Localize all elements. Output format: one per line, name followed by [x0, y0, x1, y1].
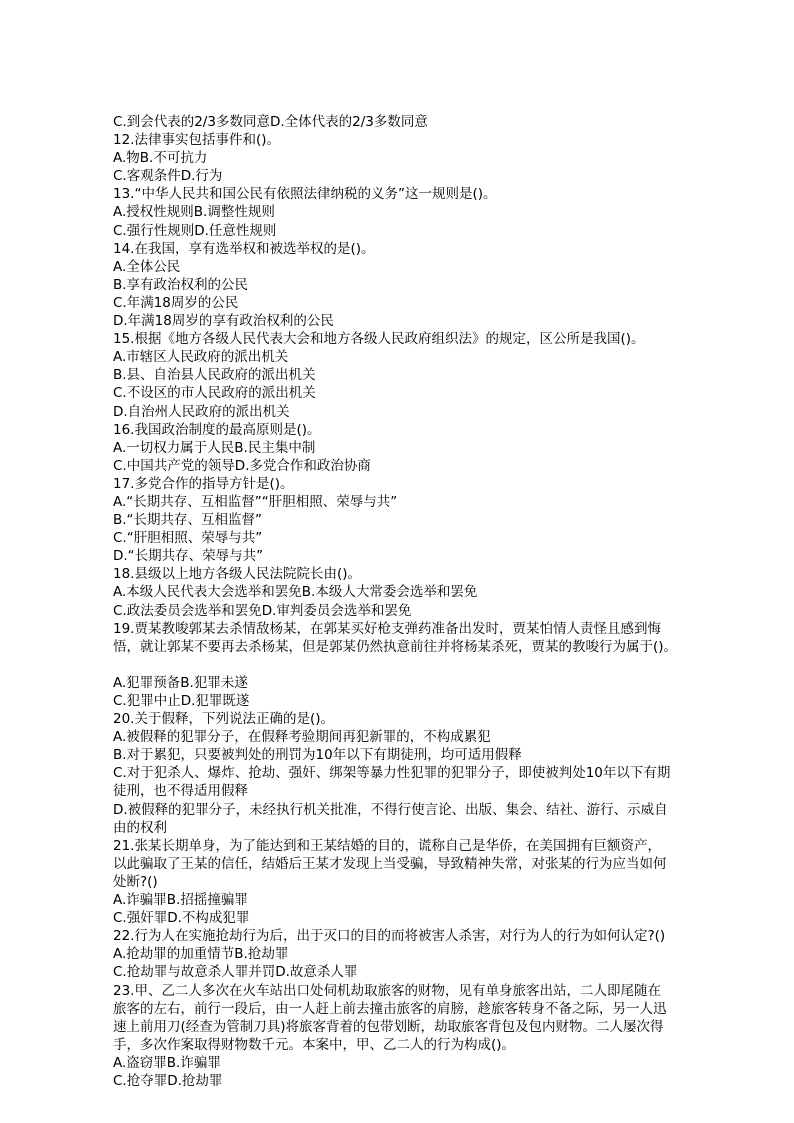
text-line: A.被假释的犯罪分子，在假释考验期间再犯新罪的，不构成累犯 — [113, 729, 491, 746]
text-line: 徒刑，也不得适用假释 — [113, 783, 248, 800]
text-line: C.抢夺罪D.抢劫罪 — [113, 1072, 223, 1089]
text-line — [113, 656, 693, 674]
text-line: B.享有政治权利的公民 — [113, 276, 249, 293]
text-line: C.到会代表的2/3多数同意D.全体代表的2/3多数同意 — [113, 114, 428, 130]
text-line: C.对于犯杀人、爆炸、抢劫、强奸、绑架等暴力性犯罪的犯罪分子，即使被判处10年以下有期 — [113, 765, 671, 782]
text-line: D.“长期共存、荣辱与共” — [113, 548, 264, 565]
text-line: C.中国共产党的领导D.多党合作和政治协商 — [113, 457, 371, 474]
text-line: C.政法委员会选举和罢免D.审判委员会选举和罢免 — [113, 602, 412, 619]
text-line: D.自治州人民政府的派出机关 — [113, 403, 290, 420]
text-line: A.市辖区人民政府的派出机关 — [113, 349, 289, 366]
text-line: A.本级人民代表大会选举和罢免B.本级人大常委会选举和罢免 — [113, 584, 478, 601]
text-line: A.授权性规则B.调整性规则 — [113, 204, 275, 221]
text-line: 13.“中华人民共和国公民有依照法律纳税的义务”这一规则是()。 — [113, 186, 497, 203]
text-line: 处断?() — [113, 873, 158, 890]
text-line: 19.贾某教唆郭某去杀情敌杨某，在郭某买好枪支弹药准备出发时，贾某怕情人责怪且感到悔 — [113, 620, 661, 637]
text-line: A.犯罪预备B.犯罪未遂 — [113, 674, 248, 691]
text-line: A.“长期共存、互相监督”“肝胆相照、荣辱与共” — [113, 493, 398, 510]
text-line: C.不设区的市人民政府的派出机关 — [113, 385, 316, 402]
text-line: A.一切权力属于人民B.民主集中制 — [113, 439, 316, 456]
text-line: 12.法律事实包括事件和()。 — [113, 132, 281, 149]
text-line: 悟，就让郭某不要再去杀杨某，但是郭某仍然执意前往并将杨某杀死，贾某的教唆行为属于()。 — [113, 638, 678, 655]
document-body — [113, 113, 693, 1090]
text-line: B.对于累犯，只要被判处的刑罚为10年以下有期徒刑，均可适用假释 — [113, 747, 522, 764]
text-line: 23.甲、乙二人多次在火车站出口处伺机劫取旅客的财物，见有单身旅客出站，二人即尾随在 — [113, 982, 661, 999]
text-line: 旅客的左右，前行一段后，由一人赶上前去撞击旅客的肩膀，趁旅客转身不备之际，另一人迅 — [113, 1000, 667, 1017]
text-line: A.全体公民 — [113, 258, 181, 275]
text-line: A.物B.不可抗力 — [113, 150, 208, 167]
text-line: C.“肝胆相照、荣辱与共” — [113, 530, 263, 547]
text-line: 速上前用刀(经查为管制刀具)将旅客背着的包带划断，劫取旅客背包及包内财物。二人屡次得 — [113, 1018, 664, 1035]
text-line: 手，多次作案取得财物数千元。本案中，甲、乙二人的行为构成()。 — [113, 1036, 516, 1053]
text-line: A.抢劫罪的加重情节B.抢劫罪 — [113, 946, 289, 963]
text-line: B.县、自治县人民政府的派出机关 — [113, 367, 316, 384]
text-line: C.客观条件D.行为 — [113, 168, 223, 185]
text-line: 21.张某长期单身，为了能达到和王某结婚的目的，谎称自己是华侨，在美国拥有巨额资产， — [113, 837, 661, 854]
text-line: 以此骗取了王某的信任，结婚后王某才发现上当受骗，导致精神失常，对张某的行为应当如何 — [113, 855, 667, 872]
text-line: 22.行为人在实施抢劫行为后，出于灭口的目的而将被害人杀害，对行为人的行为如何认定?() — [113, 928, 666, 945]
text-line: B.“长期共存、互相监督” — [113, 512, 263, 529]
text-line: C.犯罪中止D.犯罪既遂 — [113, 693, 250, 709]
text-line: A.盗窃罪B.诈骗罪 — [113, 1054, 221, 1071]
text-line: C.年满18周岁的公民 — [113, 294, 239, 311]
text-line: 15.根据《地方各级人民代表大会和地方各级人民政府组织法》的规定，区公所是我国()。 — [113, 331, 645, 348]
text-line: 20.关于假释，下列说法正确的是()。 — [113, 711, 335, 728]
text-line: 17.多党合作的指导方针是()。 — [113, 475, 294, 492]
text-line: C.强行性规则D.任意性规则 — [113, 222, 277, 239]
text-line: 14.在我国，享有选举权和被选举权的是()。 — [113, 240, 375, 257]
text-line: C.强奸罪D.不构成犯罪 — [113, 910, 250, 927]
text-line: 由的权利 — [113, 819, 167, 836]
text-line: C.抢劫罪与故意杀人罪并罚D.故意杀人罪 — [113, 964, 358, 981]
text-line: 18.县级以上地方各级人民法院院长由()。 — [113, 566, 362, 583]
text-line: A.诈骗罪B.招摇撞骗罪 — [113, 892, 248, 909]
text-line: D.被假释的犯罪分子，未经执行机关批准，不得行使言论、出版、集会、结社、游行、示威自 — [113, 801, 668, 818]
text-line: 16.我国政治制度的最高原则是()。 — [113, 421, 321, 438]
text-line: D.年满18周岁的享有政治权利的公民 — [113, 313, 334, 330]
